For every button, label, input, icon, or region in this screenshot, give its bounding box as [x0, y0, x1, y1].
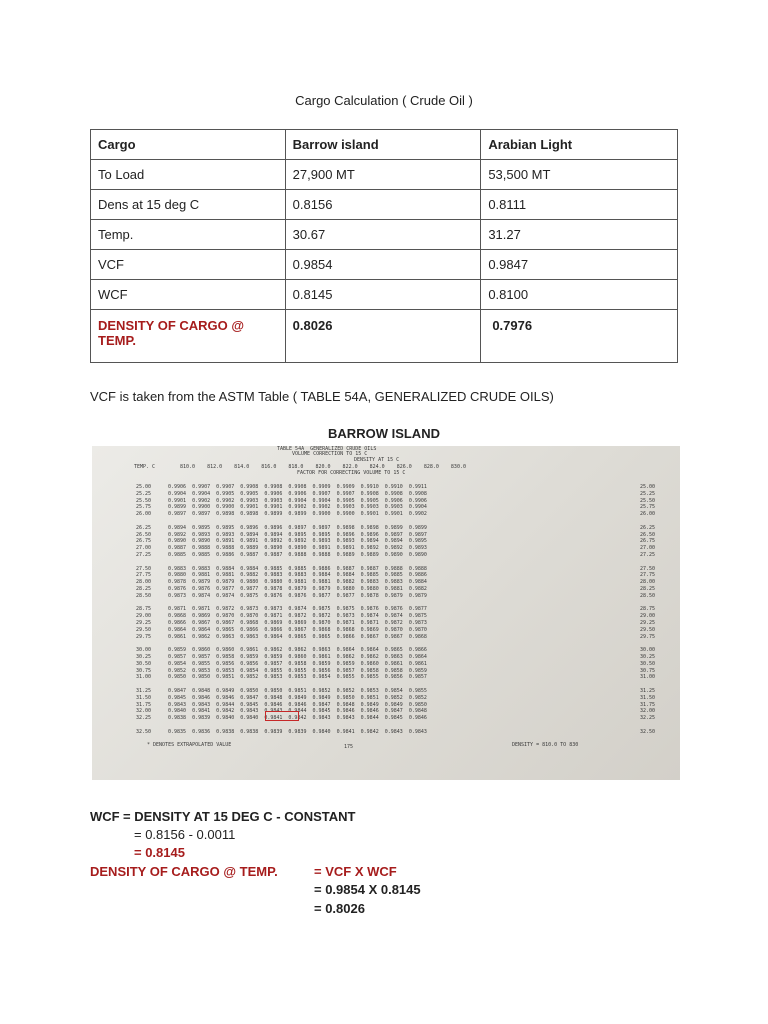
- scan-row-values: 0.9835 0.9836 0.9838 0.9838 0.9839 0.9839 0.9840 0.9841 0.9842 0.9843 0.9843: [168, 728, 427, 735]
- wcf-result: = 0.8145: [134, 845, 185, 860]
- scan-row-temp-right: 32.25: [640, 715, 656, 722]
- scan-row-values: 0.9859 0.9860 0.9860 0.9861 0.9862 0.9862 0.9863 0.9864 0.9864 0.9865 0.9866: [168, 647, 427, 654]
- arabian-value: 53,500 MT: [481, 160, 678, 190]
- scan-row-temp: 31.25: [136, 688, 152, 694]
- scan-row-values: 0.9885 0.9885 0.9886 0.9887 0.9887 0.9888 0.9888 0.9889 0.9889 0.9890 0.9890: [168, 552, 427, 558]
- cargo-calculation-table: [90, 129, 678, 363]
- scan-row-temp: 29.75: [136, 633, 152, 640]
- scan-row-temp: 26.75: [136, 538, 152, 545]
- barrow-value: 0.9854: [285, 250, 481, 280]
- barrow-density: 0.8026: [285, 310, 481, 363]
- scan-row-temp-right: 29.50: [640, 626, 656, 633]
- scan-temp-label: TEMP. C: [134, 464, 156, 470]
- scan-row-temp: 25.00: [136, 484, 152, 490]
- arabian-value: 0.9847: [481, 250, 678, 280]
- scan-row-temp: 26.50: [136, 531, 152, 538]
- scan-row-temp: 29.00: [136, 613, 152, 620]
- scan-row-temp: 30.25: [136, 654, 152, 660]
- scan-row-temp: 28.25: [136, 586, 152, 592]
- row-label: To Load: [91, 160, 286, 190]
- scan-row-temp-right: 29.25: [640, 620, 656, 626]
- scan-row-temp-right: 30.00: [640, 647, 656, 654]
- scan-row-values: 0.9845 0.9846 0.9846 0.9847 0.9848 0.9849 0.9849 0.9850 0.9851 0.9852 0.9852: [168, 694, 427, 701]
- image-title: BARROW ISLAND: [328, 426, 440, 441]
- scan-row-temp-right: 31.50: [640, 694, 656, 701]
- scan-row-values: 0.9906 0.9907 0.9907 0.9908 0.9908 0.9908 0.9909 0.9909 0.9910 0.9910 0.9911: [168, 484, 427, 490]
- row-label: Temp.: [91, 220, 286, 250]
- scan-row-values: 0.9890 0.9890 0.9891 0.9891 0.9892 0.9892 0.9893 0.9893 0.9894 0.9894 0.9895: [168, 538, 427, 545]
- density-label: DENSITY OF CARGO @ TEMP.: [91, 310, 286, 363]
- scan-row-values: 0.9904 0.9904 0.9905 0.9905 0.9906 0.9906 0.9907 0.9907 0.9908 0.9908 0.9908: [168, 490, 427, 497]
- scan-row-values: 0.9850 0.9850 0.9851 0.9852 0.9853 0.9853 0.9854 0.9855 0.9855 0.9856 0.9857: [168, 674, 427, 681]
- scan-factor-header: FACTOR FOR CORRECTING VOLUME TO 15 C: [297, 470, 406, 476]
- scan-row-temp: 27.25: [136, 552, 152, 558]
- scan-row-values: 0.9883 0.9883 0.9884 0.9884 0.9885 0.9885 0.9886 0.9887 0.9887 0.9888 0.9888: [168, 565, 427, 572]
- scan-row-values: 0.9878 0.9879 0.9879 0.9880 0.9880 0.9881 0.9881 0.9882 0.9883 0.9883 0.9884: [168, 579, 427, 586]
- scan-row-values: 0.9876 0.9876 0.9877 0.9877 0.9878 0.9879 0.9879 0.9880 0.9880 0.9881 0.9882: [168, 586, 427, 592]
- arabian-density: 0.7976: [481, 310, 678, 363]
- scan-row-temp-right: 30.25: [640, 654, 656, 660]
- scan-row-temp-right: 26.50: [640, 531, 656, 538]
- scan-header-line2: VOLUME CORRECTION TO 15 C: [292, 451, 368, 457]
- header-barrow-island: Barrow island: [285, 130, 481, 160]
- wcf-calculation: = 0.8156 - 0.0011: [134, 827, 236, 842]
- scan-row-temp-right: 28.25: [640, 586, 656, 592]
- scan-column-header-line: 810.0 812.0 814.0 816.0 818.0 820.0 822.0 824.0 826.0 828.0 830.0: [180, 464, 466, 470]
- scan-row-values: 0.9854 0.9855 0.9856 0.9856 0.9857 0.9858 0.9859 0.9859 0.9860 0.9861 0.9861: [168, 660, 427, 667]
- scan-row-temp: 25.50: [136, 497, 152, 504]
- scan-row-temp: 26.00: [136, 511, 152, 518]
- scan-row-temp-right: 30.50: [640, 660, 656, 667]
- scan-row-temp: 30.50: [136, 660, 152, 667]
- scan-row-temp-right: 26.75: [640, 538, 656, 545]
- scan-row-temp-right: 28.00: [640, 579, 656, 586]
- vcf-source-note: VCF is taken from the ASTM Table ( TABLE 54A, GENERALIZED CRUDE OILS): [90, 389, 554, 404]
- scan-row-temp-right: 32.50: [640, 728, 656, 735]
- scan-row-values: 0.9840 0.9841 0.9842 0.9843 0.9843 0.9844 0.9845 0.9846 0.9846 0.9847 0.9848: [168, 708, 427, 715]
- scan-row-temp: 32.00: [136, 708, 152, 715]
- scan-row-values: 0.9852 0.9853 0.9853 0.9854 0.9855 0.9855 0.9856 0.9857 0.9858 0.9858 0.9859: [168, 667, 427, 674]
- barrow-value: 30.67: [285, 220, 481, 250]
- page-title: Cargo Calculation ( Crude Oil ): [295, 93, 473, 108]
- arabian-value: 31.27: [481, 220, 678, 250]
- arabian-value: 0.8100: [481, 280, 678, 310]
- scan-row-temp-right: 31.25: [640, 688, 656, 694]
- scan-row-temp: 28.00: [136, 579, 152, 586]
- density-formula-label: DENSITY OF CARGO @ TEMP.: [90, 864, 278, 879]
- scan-row-temp-right: 27.75: [640, 572, 656, 579]
- scan-row-values: 0.9838 0.9839 0.9840 0.9840 0.9841 0.9842 0.9843 0.9843 0.9844 0.9845 0.9846: [168, 715, 427, 722]
- scan-row-temp: 25.25: [136, 490, 152, 497]
- scan-row-temp: 27.00: [136, 545, 152, 552]
- arabian-value: 0.8111: [481, 190, 678, 220]
- row-label: WCF: [91, 280, 286, 310]
- scan-row-values: 0.9866 0.9867 0.9867 0.9868 0.9869 0.9869 0.9870 0.9871 0.9871 0.9872 0.9873: [168, 620, 427, 626]
- scan-row-values: 0.9864 0.9864 0.9865 0.9866 0.9866 0.9867 0.9868 0.9868 0.9869 0.9870 0.9870: [168, 626, 427, 633]
- scan-row-temp: 31.00: [136, 674, 152, 681]
- scan-row-temp-right: 28.75: [640, 606, 656, 613]
- scan-row-temp: 30.75: [136, 667, 152, 674]
- scan-density-header: DENSITY AT 15 C: [354, 457, 400, 463]
- scan-row-values: 0.9897 0.9897 0.9898 0.9898 0.9899 0.9899 0.9900 0.9900 0.9901 0.9901 0.9902: [168, 511, 427, 518]
- scan-row-temp-right: 32.00: [640, 708, 656, 715]
- highlight-box: [265, 711, 299, 721]
- scan-row-values: 0.9873 0.9874 0.9874 0.9875 0.9876 0.9876 0.9877 0.9877 0.9878 0.9879 0.9879: [168, 592, 427, 599]
- scan-row-temp-right: 25.75: [640, 504, 656, 511]
- scan-footnote: * DENOTES EXTRAPOLATED VALUE: [147, 742, 232, 748]
- header-arabian-light: Arabian Light: [481, 130, 678, 160]
- scan-row-temp-right: 25.25: [640, 490, 656, 497]
- table-row: [91, 280, 678, 310]
- row-label: Dens at 15 deg C: [91, 190, 286, 220]
- scan-row-temp: 29.25: [136, 620, 152, 626]
- density-formula-result: = 0.8026: [314, 901, 365, 916]
- scan-row-temp-right: 30.75: [640, 667, 656, 674]
- scan-row-values: 0.9894 0.9895 0.9895 0.9896 0.9896 0.9897 0.9897 0.9898 0.9898 0.9899 0.9899: [168, 524, 427, 531]
- scan-row-temp-right: 25.50: [640, 497, 656, 504]
- scan-row-temp: 30.00: [136, 647, 152, 654]
- scan-row-temp-right: 29.75: [640, 633, 656, 640]
- scan-row-temp-right: 27.25: [640, 552, 656, 558]
- row-label: VCF: [91, 250, 286, 280]
- scan-row-temp: 27.50: [136, 565, 152, 572]
- density-row: [91, 310, 678, 363]
- table-row: [91, 190, 678, 220]
- barrow-value: 0.8156: [285, 190, 481, 220]
- scan-row-values: 0.9892 0.9893 0.9893 0.9894 0.9894 0.9895 0.9895 0.9896 0.9896 0.9897 0.9897: [168, 531, 427, 538]
- table-row: [91, 160, 678, 190]
- scan-row-temp-right: 28.50: [640, 592, 656, 599]
- scan-row-temp-right: 25.00: [640, 484, 656, 490]
- table-row: [91, 250, 678, 280]
- wcf-equation: = DENSITY AT 15 DEG C - CONSTANT: [123, 809, 356, 824]
- scan-row-values: 0.9843 0.9843 0.9844 0.9845 0.9846 0.9846 0.9847 0.9848 0.9849 0.9849 0.9850: [168, 701, 427, 708]
- scan-row-temp: 27.75: [136, 572, 152, 579]
- scan-row-values: 0.9868 0.9869 0.9870 0.9870 0.9871 0.9872 0.9872 0.9873 0.9874 0.9874 0.9875: [168, 613, 427, 620]
- scan-row-temp-right: 26.00: [640, 511, 656, 518]
- scan-row-values: 0.9901 0.9902 0.9902 0.9903 0.9903 0.9904 0.9904 0.9905 0.9905 0.9906 0.9906: [168, 497, 427, 504]
- scan-row-values: 0.9899 0.9900 0.9900 0.9901 0.9901 0.9902 0.9902 0.9903 0.9903 0.9903 0.9904: [168, 504, 427, 511]
- scan-row-values: 0.9857 0.9857 0.9858 0.9859 0.9859 0.9860 0.9861 0.9862 0.9862 0.9863 0.9864: [168, 654, 427, 660]
- scan-row-temp-right: 31.75: [640, 701, 656, 708]
- astm-table-photo: [92, 446, 680, 780]
- density-formula-calculation: = 0.9854 X 0.8145: [314, 882, 421, 897]
- scan-row-temp: 29.50: [136, 626, 152, 633]
- scan-row-temp: 28.75: [136, 606, 152, 613]
- table-header-row: [91, 130, 678, 160]
- barrow-value: 27,900 MT: [285, 160, 481, 190]
- scan-row-temp: 28.50: [136, 592, 152, 599]
- scan-row-temp: 32.50: [136, 728, 152, 735]
- table-row: [91, 220, 678, 250]
- scan-header-line1: TABLE 54A GENERALIZED CRUDE OILS: [277, 446, 377, 452]
- scan-row-temp: 25.75: [136, 504, 152, 511]
- scan-row-values: 0.9880 0.9881 0.9881 0.9882 0.9883 0.9883 0.9884 0.9884 0.9885 0.9885 0.9886: [168, 572, 427, 579]
- scan-row-temp-right: 27.00: [640, 545, 656, 552]
- scan-row-temp: 26.25: [136, 524, 152, 531]
- scan-row-temp-right: 31.00: [640, 674, 656, 681]
- scan-row-temp: 31.75: [136, 701, 152, 708]
- scan-row-temp-right: 29.00: [640, 613, 656, 620]
- scan-row-temp: 31.50: [136, 694, 152, 701]
- wcf-label: WCF: [90, 809, 120, 824]
- scan-row-values: 0.9887 0.9888 0.9888 0.9889 0.9890 0.9890 0.9891 0.9891 0.9892 0.9892 0.9893: [168, 545, 427, 552]
- scan-row-temp-right: 27.50: [640, 565, 656, 572]
- scan-footer-right: DENSITY = 810.0 TO 830: [512, 742, 579, 748]
- scan-row-temp: 32.25: [136, 715, 152, 722]
- scan-row-values: 0.9861 0.9862 0.9863 0.9863 0.9864 0.9865 0.9865 0.9866 0.9867 0.9867 0.9868: [168, 633, 427, 640]
- scan-row-temp-right: 26.25: [640, 524, 656, 531]
- scan-page-number: 175: [344, 744, 354, 750]
- header-cargo: Cargo: [91, 130, 286, 160]
- density-formula-equation: = VCF X WCF: [314, 864, 397, 879]
- scan-row-values: 0.9847 0.9848 0.9849 0.9850 0.9850 0.9851 0.9852 0.9852 0.9853 0.9854 0.9855: [168, 688, 427, 694]
- barrow-value: 0.8145: [285, 280, 481, 310]
- scan-row-values: 0.9871 0.9871 0.9872 0.9873 0.9873 0.9874 0.9875 0.9875 0.9876 0.9876 0.9877: [168, 606, 427, 613]
